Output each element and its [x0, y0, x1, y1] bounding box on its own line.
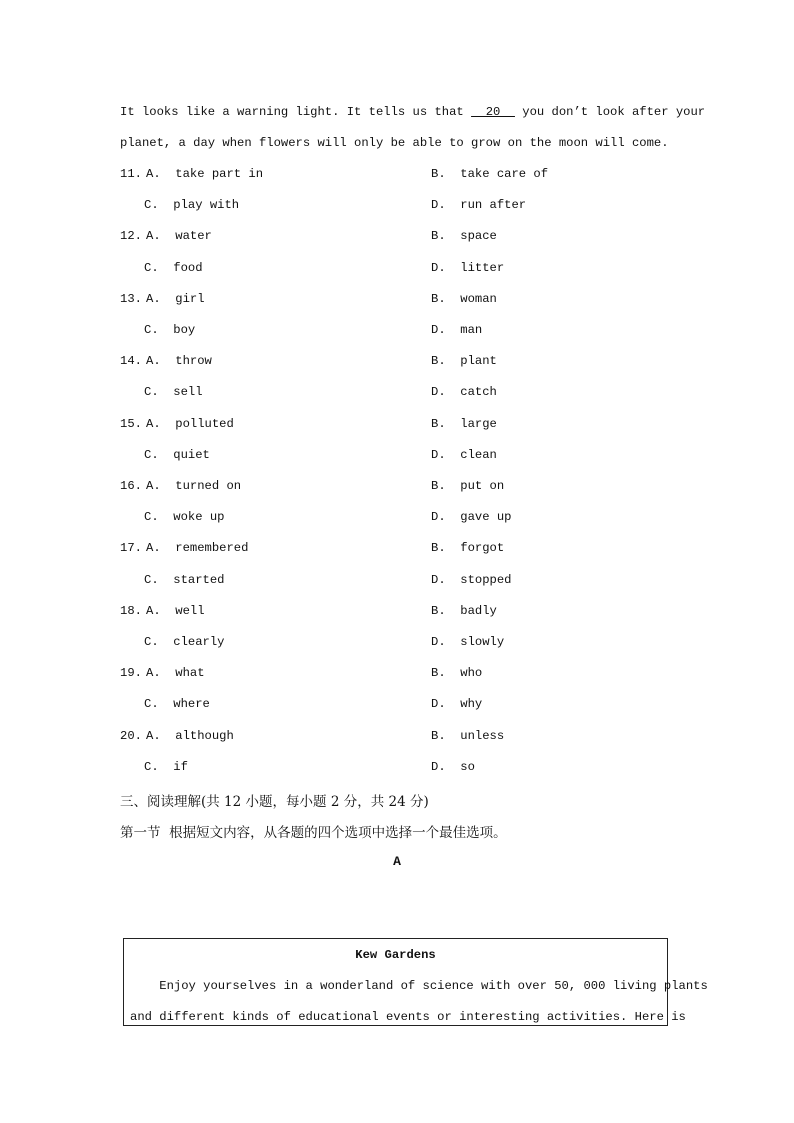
option-c: C. clearly	[144, 635, 225, 649]
option-b: B. take care of	[431, 167, 549, 181]
option-a: A. polluted	[146, 416, 234, 431]
option-b: B. who	[431, 666, 483, 681]
option-c: C. quiet	[144, 447, 210, 462]
option-d: D. so	[431, 759, 475, 774]
notice-line-2: and different kinds of educational events or interesting activities. Here is	[130, 1010, 686, 1024]
section-instruction: 第一节 根据短文内容，从各题的四个选项中选择一个最佳选项。	[120, 825, 507, 841]
option-c: C. boy	[144, 323, 196, 337]
notice-line-1: Enjoy yourselves in a wonderland of science with over 50, 000 living plants	[130, 979, 708, 993]
option-a: A. water	[146, 229, 212, 244]
option-d: D. litter	[431, 260, 505, 275]
passage-line-1-post: you don’t look after your	[514, 105, 706, 119]
question-number: 11.	[120, 167, 142, 181]
option-b: B. forgot	[431, 541, 505, 556]
option-a: A. throw	[146, 354, 212, 369]
option-d: D. man	[431, 323, 483, 337]
section-heading: 三、阅读理解(共 12 小题，每小题 2 分，共 24 分)	[120, 794, 429, 810]
question-number: 15.	[120, 416, 142, 431]
question-number: 19.	[120, 666, 142, 681]
blank-20: 20	[471, 105, 515, 119]
option-a: A. what	[146, 666, 205, 681]
option-b: B. badly	[431, 603, 497, 618]
option-c: C. started	[144, 572, 225, 587]
notice-box	[123, 938, 708, 1026]
part-label: A	[393, 854, 401, 869]
option-d: D. run after	[431, 198, 527, 213]
option-c: C. food	[144, 260, 203, 275]
question-number: 20.	[120, 728, 142, 743]
option-c: C. if	[144, 759, 188, 774]
question-number: 12.	[120, 229, 142, 244]
option-b: B. woman	[431, 291, 497, 306]
option-d: D. gave up	[431, 510, 512, 525]
option-b: B. plant	[431, 354, 497, 369]
option-b: B. large	[431, 416, 497, 431]
option-d: D. stopped	[431, 572, 512, 587]
option-c: C. play with	[144, 198, 240, 213]
question-number: 13.	[120, 291, 142, 306]
option-d: D. slowly	[431, 635, 505, 649]
question-number: 16.	[120, 479, 142, 493]
option-b: B. space	[431, 229, 497, 244]
passage-line-2: planet, a day when flowers will only be able to grow on the moon will come.	[120, 136, 669, 150]
option-d: D. clean	[431, 447, 497, 462]
passage-line-1	[120, 105, 705, 119]
option-a: A. turned on	[146, 479, 242, 493]
option-a: A. although	[146, 728, 234, 743]
option-c: C. where	[144, 697, 210, 712]
option-a: A. remembered	[146, 541, 249, 556]
option-d: D. catch	[431, 385, 497, 400]
option-a: A. well	[146, 603, 205, 618]
option-d: D. why	[431, 697, 483, 712]
notice-title: Kew Gardens	[355, 948, 436, 962]
option-a: A. take part in	[146, 167, 264, 181]
option-c: C. woke up	[144, 510, 225, 525]
question-number: 17.	[120, 541, 142, 556]
question-number: 18.	[120, 603, 142, 618]
option-b: B. put on	[431, 479, 505, 493]
option-c: C. sell	[144, 385, 203, 400]
question-number: 14.	[120, 354, 142, 369]
option-b: B. unless	[431, 728, 505, 743]
passage-line-1-pre: It looks like a warning light. It tells us that	[120, 105, 472, 119]
option-a: A. girl	[146, 291, 205, 306]
